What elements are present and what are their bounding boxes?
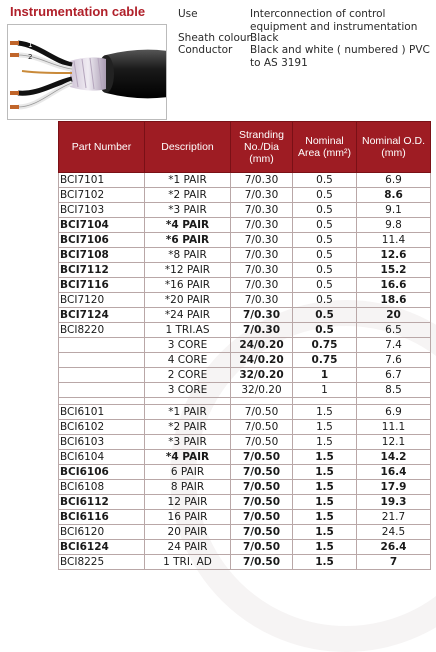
cell-nominal-area: 0.5 — [293, 248, 357, 263]
cell-description: *2 PAIR — [145, 420, 231, 435]
cell-nominal-area: 1.5 — [293, 495, 357, 510]
cell-part-number: BCI6120 — [59, 525, 145, 540]
cell-nominal-area: 0.5 — [293, 203, 357, 218]
cell-part-number: BCI7101 — [59, 173, 145, 188]
cell-nominal-area: 1.5 — [293, 540, 357, 555]
cell-nominal-od: 21.7 — [357, 510, 431, 525]
spec-value-use: Interconnection of control equipment and instrumentation — [250, 8, 418, 33]
cell-nominal-od: 26.4 — [357, 540, 431, 555]
cell-description: 1 TRI. AD — [145, 555, 231, 570]
table-row — [59, 308, 431, 323]
cell-description: *3 PAIR — [145, 203, 231, 218]
cell-nominal-area: 1.5 — [293, 435, 357, 450]
table-row — [59, 338, 431, 353]
cell-description: *8 PAIR — [145, 248, 231, 263]
spec-label-sheath: Sheath colour — [178, 32, 251, 44]
cell-stranding: 7/0.50 — [231, 465, 293, 480]
cell-part-number: BCI7108 — [59, 248, 145, 263]
cell-nominal-area: 0.75 — [293, 353, 357, 368]
cell-nominal-od: 12.1 — [357, 435, 431, 450]
cell-nominal-od: 8.5 — [357, 383, 431, 398]
spec-label-use: Use — [178, 8, 198, 20]
cell-nominal-area: 0.5 — [293, 233, 357, 248]
cell-description: 1 TRI.AS — [145, 323, 231, 338]
cell-part-number: BCI6116 — [59, 510, 145, 525]
table-row — [59, 480, 431, 495]
cell-part-number — [59, 368, 145, 383]
cell-description: 20 PAIR — [145, 525, 231, 540]
table-row — [59, 435, 431, 450]
cell-nominal-od: 14.2 — [357, 450, 431, 465]
cell-part-number: BCI6104 — [59, 450, 145, 465]
cable-spec-table — [58, 121, 431, 570]
cell-nominal-od: 9.1 — [357, 203, 431, 218]
cell-part-number: BCI7124 — [59, 308, 145, 323]
cell-stranding: 7/0.30 — [231, 173, 293, 188]
table-row — [59, 353, 431, 368]
table-row — [59, 188, 431, 203]
cell-part-number: BCI7104 — [59, 218, 145, 233]
cell-nominal-area: 1.5 — [293, 525, 357, 540]
cell-stranding: 7/0.30 — [231, 188, 293, 203]
wire-number-1: 1 — [28, 41, 33, 49]
cell-nominal-od: 6.9 — [357, 405, 431, 420]
cell-nominal-od: 6.9 — [357, 173, 431, 188]
cell-stranding: 7/0.50 — [231, 525, 293, 540]
cell-stranding: 7/0.50 — [231, 435, 293, 450]
cell-nominal-area: 0.5 — [293, 323, 357, 338]
cell-nominal-area: 1.5 — [293, 555, 357, 570]
cell-description: *4 PAIR — [145, 450, 231, 465]
cell-nominal-od: 12.6 — [357, 248, 431, 263]
cell-description: 24 PAIR — [145, 540, 231, 555]
table-row — [59, 450, 431, 465]
cell-stranding: 7/0.50 — [231, 450, 293, 465]
table-row — [59, 248, 431, 263]
table-row — [59, 218, 431, 233]
cell-stranding: 24/0.20 — [231, 338, 293, 353]
table-row — [59, 510, 431, 525]
cable-photo — [7, 24, 167, 120]
cell-nominal-od: 20 — [357, 308, 431, 323]
cell-nominal-area: 1.5 — [293, 405, 357, 420]
cell-nominal-area: 1.5 — [293, 480, 357, 495]
table-row — [59, 203, 431, 218]
table-row — [59, 465, 431, 480]
cell-nominal-od: 7.4 — [357, 338, 431, 353]
cell-description: *4 PAIR — [145, 218, 231, 233]
cell-stranding: 7/0.30 — [231, 323, 293, 338]
cell-stranding: 7/0.50 — [231, 555, 293, 570]
cell-description: *20 PAIR — [145, 293, 231, 308]
cell-nominal-area: 1.5 — [293, 450, 357, 465]
spec-value-conductor: Black and white ( numbered ) PVC to AS 3191 — [250, 44, 430, 69]
cell-stranding: 7/0.50 — [231, 540, 293, 555]
cell-part-number: BCI6106 — [59, 465, 145, 480]
table-row — [59, 540, 431, 555]
table-row — [59, 405, 431, 420]
cell-part-number — [59, 383, 145, 398]
cell-stranding: 7/0.30 — [231, 263, 293, 278]
cell-nominal-od: 16.6 — [357, 278, 431, 293]
cell-nominal-area: 1 — [293, 368, 357, 383]
cell-nominal-od: 11.4 — [357, 233, 431, 248]
cell-nominal-od: 19.3 — [357, 495, 431, 510]
cell-nominal-od: 6.7 — [357, 368, 431, 383]
cell-part-number — [59, 353, 145, 368]
cell-nominal-od: 7.6 — [357, 353, 431, 368]
cell-nominal-area: 1.5 — [293, 420, 357, 435]
spacer-cell — [231, 398, 293, 405]
table-row — [59, 525, 431, 540]
cell-nominal-area: 0.5 — [293, 173, 357, 188]
cell-nominal-od: 24.5 — [357, 525, 431, 540]
table-body — [59, 173, 431, 570]
header-nominal-area: Nominal Area (mm²) — [293, 122, 357, 173]
table-row — [59, 263, 431, 278]
cell-description: *16 PAIR — [145, 278, 231, 293]
cell-nominal-area: 0.5 — [293, 263, 357, 278]
spacer-cell — [59, 398, 145, 405]
table-row — [59, 278, 431, 293]
spacer-cell — [145, 398, 231, 405]
cell-description: *3 PAIR — [145, 435, 231, 450]
cell-description: *1 PAIR — [145, 405, 231, 420]
spacer-cell — [293, 398, 357, 405]
cell-nominal-od: 6.5 — [357, 323, 431, 338]
cell-part-number: BCI7116 — [59, 278, 145, 293]
cell-stranding: 7/0.50 — [231, 420, 293, 435]
header-part-number: Part Number — [59, 122, 145, 173]
cell-stranding: 7/0.30 — [231, 203, 293, 218]
cell-stranding: 7/0.30 — [231, 293, 293, 308]
cell-nominal-od: 7 — [357, 555, 431, 570]
table-row — [59, 323, 431, 338]
cell-nominal-area: 0.75 — [293, 338, 357, 353]
cell-description: 3 CORE — [145, 338, 231, 353]
cell-stranding: 7/0.50 — [231, 510, 293, 525]
header-stranding: Stranding No./Dia (mm) — [231, 122, 293, 173]
cell-nominal-od: 15.2 — [357, 263, 431, 278]
cell-stranding: 7/0.30 — [231, 218, 293, 233]
cell-stranding: 32/0.20 — [231, 368, 293, 383]
cell-part-number: BCI6102 — [59, 420, 145, 435]
cell-nominal-area: 0.5 — [293, 188, 357, 203]
cell-part-number: BCI8220 — [59, 323, 145, 338]
cell-description: 16 PAIR — [145, 510, 231, 525]
table-row — [59, 420, 431, 435]
cell-nominal-area: 0.5 — [293, 308, 357, 323]
cell-nominal-area: 0.5 — [293, 218, 357, 233]
cell-nominal-area: 1.5 — [293, 465, 357, 480]
table-row — [59, 555, 431, 570]
cell-nominal-od: 8.6 — [357, 188, 431, 203]
cell-nominal-od: 16.4 — [357, 465, 431, 480]
cell-part-number: BCI6112 — [59, 495, 145, 510]
table-spacer-row — [59, 398, 431, 405]
cell-part-number: BCI7103 — [59, 203, 145, 218]
cell-part-number: BCI6124 — [59, 540, 145, 555]
page-title: Instrumentation cable — [10, 4, 146, 19]
cell-description: *6 PAIR — [145, 233, 231, 248]
cell-part-number: BCI8225 — [59, 555, 145, 570]
cell-part-number: BCI6103 — [59, 435, 145, 450]
cell-nominal-area: 1 — [293, 383, 357, 398]
cell-description: 12 PAIR — [145, 495, 231, 510]
cell-nominal-area: 0.5 — [293, 293, 357, 308]
cell-part-number: BCI7102 — [59, 188, 145, 203]
cell-nominal-od: 11.1 — [357, 420, 431, 435]
cell-nominal-od: 17.9 — [357, 480, 431, 495]
cell-description: *1 PAIR — [145, 173, 231, 188]
cell-stranding: 7/0.30 — [231, 248, 293, 263]
table-row — [59, 173, 431, 188]
header-nominal-od: Nominal O.D. (mm) — [357, 122, 431, 173]
cell-nominal-od: 18.6 — [357, 293, 431, 308]
cell-stranding: 7/0.50 — [231, 480, 293, 495]
cell-part-number: BCI6101 — [59, 405, 145, 420]
table-header-row — [59, 122, 431, 173]
wire-number-2: 2 — [28, 53, 33, 61]
cell-part-number — [59, 338, 145, 353]
cell-description: 6 PAIR — [145, 465, 231, 480]
spacer-cell — [357, 398, 431, 405]
cell-nominal-od: 9.8 — [357, 218, 431, 233]
cell-stranding: 7/0.50 — [231, 495, 293, 510]
table-row — [59, 293, 431, 308]
cell-stranding: 7/0.30 — [231, 308, 293, 323]
cell-stranding: 7/0.30 — [231, 278, 293, 293]
header-description: Description — [145, 122, 231, 173]
cell-stranding: 24/0.20 — [231, 353, 293, 368]
spec-value-sheath: Black — [250, 32, 279, 44]
table-row — [59, 383, 431, 398]
cell-part-number: BCI7106 — [59, 233, 145, 248]
cable-illustration — [8, 25, 167, 120]
cell-part-number: BCI6108 — [59, 480, 145, 495]
cell-description: 2 CORE — [145, 368, 231, 383]
cell-stranding: 32/0.20 — [231, 383, 293, 398]
table-row — [59, 368, 431, 383]
spec-label-conductor: Conductor — [178, 44, 233, 56]
cell-description: 3 CORE — [145, 383, 231, 398]
cell-description: *12 PAIR — [145, 263, 231, 278]
table-row — [59, 233, 431, 248]
cell-description: 4 CORE — [145, 353, 231, 368]
cell-description: *2 PAIR — [145, 188, 231, 203]
cell-description: *24 PAIR — [145, 308, 231, 323]
table-row — [59, 495, 431, 510]
cell-part-number: BCI7120 — [59, 293, 145, 308]
cell-stranding: 7/0.30 — [231, 233, 293, 248]
cell-nominal-area: 1.5 — [293, 510, 357, 525]
cell-part-number: BCI7112 — [59, 263, 145, 278]
cell-stranding: 7/0.50 — [231, 405, 293, 420]
cell-description: 8 PAIR — [145, 480, 231, 495]
cell-nominal-area: 0.5 — [293, 278, 357, 293]
